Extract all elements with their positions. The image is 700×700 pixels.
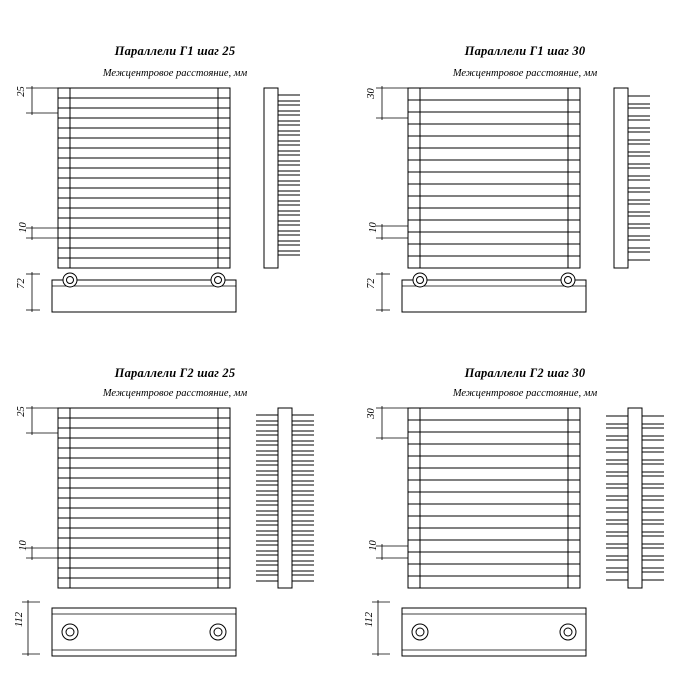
dim-top-pitch: 30 bbox=[365, 408, 377, 419]
bottom-view bbox=[402, 608, 586, 656]
dimension-lines bbox=[26, 86, 58, 312]
panel-title: Параллели Г1 шаг 25 bbox=[114, 44, 236, 58]
dim-depth: 72 bbox=[15, 278, 27, 289]
front-view bbox=[58, 408, 230, 588]
panel-geometry bbox=[350, 0, 700, 350]
side-view bbox=[264, 88, 300, 268]
dim-depth: 72 bbox=[365, 278, 377, 289]
front-view bbox=[58, 88, 230, 268]
dim-top-pitch: 25 bbox=[15, 86, 27, 97]
front-view bbox=[408, 408, 580, 588]
panel-title: Параллели Г1 шаг 30 bbox=[464, 44, 586, 58]
panel-subtitle: Межцентровое расстояние, мм bbox=[102, 68, 248, 79]
dim-tube-height: 10 bbox=[17, 540, 29, 551]
panel-geometry bbox=[350, 350, 700, 700]
side-view bbox=[606, 408, 664, 588]
panel-g2-25 bbox=[0, 350, 350, 700]
panel-g1-30 bbox=[350, 0, 700, 350]
panel-subtitle: Межцентровое расстояние, мм bbox=[452, 68, 598, 79]
panel-subtitle: Межцентровое расстояние, мм bbox=[102, 388, 248, 399]
bottom-view bbox=[402, 273, 586, 312]
panel-subtitle: Межцентровое расстояние, мм bbox=[452, 388, 598, 399]
panel-title: Параллели Г2 шаг 25 bbox=[114, 366, 236, 380]
panel-title: Параллели Г2 шаг 30 bbox=[464, 366, 586, 380]
dim-tube-height: 10 bbox=[367, 540, 379, 551]
dim-depth: 112 bbox=[363, 612, 375, 627]
dim-depth: 112 bbox=[13, 612, 25, 627]
dim-top-pitch: 30 bbox=[365, 88, 377, 99]
bottom-view bbox=[52, 608, 236, 656]
dimension-lines bbox=[376, 86, 408, 312]
panel-geometry bbox=[0, 350, 350, 700]
bottom-view bbox=[52, 273, 236, 312]
panel-geometry bbox=[0, 0, 350, 350]
front-view bbox=[408, 88, 580, 268]
dim-top-pitch: 25 bbox=[15, 406, 27, 417]
side-view bbox=[614, 88, 650, 268]
panel-g2-30 bbox=[350, 350, 700, 700]
dim-tube-height: 10 bbox=[367, 222, 379, 233]
side-view bbox=[256, 408, 314, 588]
dim-tube-height: 10 bbox=[17, 222, 29, 233]
panel-g1-25 bbox=[0, 0, 350, 350]
